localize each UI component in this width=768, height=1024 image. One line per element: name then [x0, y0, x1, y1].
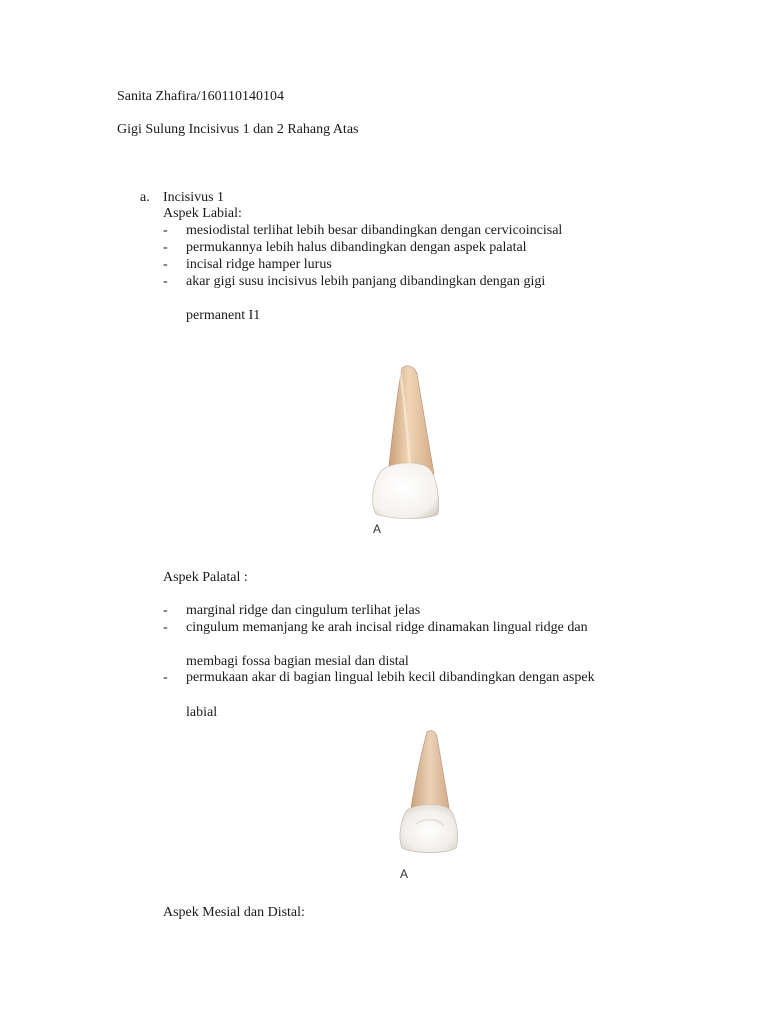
labial-bullet-3: incisal ridge hamper lurus	[186, 257, 332, 272]
palatal-bullet-3: permukaan akar di bagian lingual lebih kecil dibandingkan dengan aspek	[186, 670, 595, 685]
labial-bullet-4-continuation: permanent I1	[186, 308, 261, 323]
palatal-bullet-3-continuation: labial	[186, 705, 218, 720]
bullet-dash: -	[163, 603, 168, 618]
section-heading: Incisivus 1	[163, 190, 225, 205]
bullet-dash: -	[163, 620, 168, 635]
bullet-dash: -	[163, 223, 168, 238]
bullet-dash: -	[163, 670, 168, 685]
palatal-bullet-1: marginal ridge dan cingulum terlihat jelas	[186, 603, 421, 618]
figure-letter-labial: A	[373, 522, 382, 536]
labial-bullet-1: mesiodistal terlihat lebih besar dibandingkan dengan cervicoincisal	[186, 223, 563, 238]
labial-bullet-4: akar gigi susu incisivus lebih panjang dibandingkan dengan gigi	[186, 274, 546, 289]
labial-bullet-2: permukannya lebih halus dibandingkan dengan aspek palatal	[186, 240, 527, 255]
list-marker-a: a.	[140, 190, 150, 205]
bullet-dash: -	[163, 257, 168, 272]
bullet-dash: -	[163, 240, 168, 255]
author-line: Sanita Zhafira/160110140104	[117, 89, 285, 104]
mesial-distal-title: Aspek Mesial dan Distal:	[163, 905, 305, 920]
palatal-title: Aspek Palatal :	[163, 570, 248, 585]
tooth-palatal-illustration	[392, 728, 468, 860]
document-title: Gigi Sulung Incisivus 1 dan 2 Rahang Atas	[117, 122, 359, 137]
palatal-bullet-2-continuation: membagi fossa bagian mesial dan distal	[186, 654, 409, 669]
labial-title: Aspek Labial:	[163, 206, 242, 221]
figure-letter-palatal: A	[400, 867, 409, 881]
bullet-dash: -	[163, 274, 168, 289]
tooth-labial-illustration	[360, 362, 450, 540]
palatal-bullet-2: cingulum memanjang ke arah incisal ridge dinamakan lingual ridge dan	[186, 620, 588, 635]
